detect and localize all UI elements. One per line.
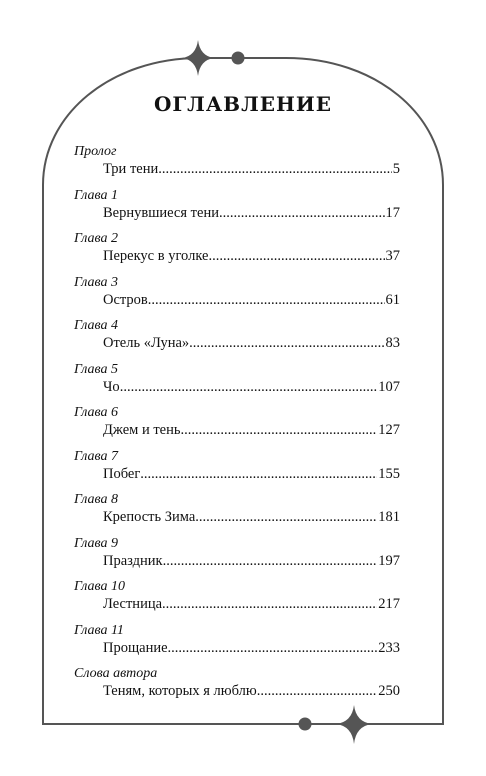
toc-entry-chapter-3[interactable] (74, 274, 400, 318)
chapter-title: Побег (103, 465, 141, 482)
chapter-label: Глава 10 (74, 579, 125, 594)
dot-leader (168, 639, 378, 658)
top-sparkle-icon (182, 40, 214, 76)
toc-title: ОГЛАВЛЕНИЕ (153, 92, 333, 116)
chapter-label: Глава 4 (74, 318, 118, 333)
chapter-label: Глава 11 (74, 622, 124, 638)
toc-entry-chapter-6[interactable] (74, 404, 400, 448)
chapter-label: Глава 9 (74, 535, 118, 551)
page-number: 107 (378, 378, 400, 395)
chapter-label: Глава 3 (74, 274, 118, 290)
dot-leader (162, 595, 377, 614)
toc-entry-chapter-2[interactable] (74, 230, 400, 274)
toc-entry-chapter-4[interactable] (74, 317, 400, 361)
chapter-label: Глава 1 (74, 187, 118, 203)
top-dot-icon (232, 52, 245, 65)
bottom-dot-icon (299, 718, 312, 731)
chapter-label: Глава 5 (74, 361, 118, 377)
dot-leader (158, 160, 392, 179)
toc-entry-prologue[interactable] (74, 143, 400, 187)
page-number: 17 (385, 204, 400, 221)
page-number: 233 (378, 639, 400, 656)
chapter-title: Теням, которых я люблю (103, 683, 257, 699)
chapter-label: Глава 6 (74, 405, 118, 420)
dot-leader (195, 508, 377, 527)
chapter-label: Пролог (74, 144, 117, 159)
page-number: 197 (378, 552, 400, 569)
chapter-label: Глава 8 (74, 492, 118, 507)
toc-entry-chapter-8[interactable] (74, 491, 400, 535)
chapter-title: Лестница (103, 596, 163, 612)
page-number: 61 (385, 291, 400, 308)
dot-leader (180, 421, 377, 440)
page-number: 37 (385, 248, 400, 264)
chapter-title: Остров (103, 291, 148, 308)
toc-entry-chapter-5[interactable] (74, 361, 400, 405)
dot-leader (148, 291, 385, 310)
page-number: 5 (392, 161, 400, 177)
chapter-title: Джем и тень (103, 422, 181, 438)
dot-leader (208, 247, 384, 266)
chapter-title: Крепость Зима (103, 509, 196, 525)
bottom-sparkle-icon (336, 705, 372, 744)
toc-entry-chapter-7[interactable] (74, 448, 400, 492)
page-number: 155 (378, 465, 400, 482)
chapter-title: Праздник (103, 552, 163, 569)
page-number: 181 (378, 509, 400, 525)
chapter-title: Чо (103, 378, 120, 395)
chapter-title: Три тени (103, 161, 159, 177)
chapter-title: Отель «Луна» (103, 335, 190, 351)
page-number: 250 (378, 683, 400, 699)
chapter-label: Глава 2 (74, 231, 118, 246)
table-of-contents (74, 143, 400, 709)
dot-leader (189, 334, 384, 353)
chapter-label: Слова автора (74, 666, 158, 681)
toc-entry-chapter-9[interactable] (74, 535, 400, 579)
chapter-label: Глава 7 (74, 448, 118, 464)
toc-entry-afterword[interactable] (74, 665, 400, 709)
toc-entry-chapter-11[interactable] (74, 622, 400, 666)
page-number: 83 (385, 335, 400, 351)
chapter-title: Прощание (103, 639, 168, 656)
chapter-title: Вернувшиеся тени (103, 204, 219, 221)
dot-leader (140, 465, 377, 484)
dot-leader (120, 378, 378, 397)
chapter-title: Перекус в уголке (103, 248, 209, 264)
toc-entry-chapter-1[interactable] (74, 187, 400, 231)
toc-entry-chapter-10[interactable] (74, 578, 400, 622)
dot-leader (163, 552, 378, 571)
dot-leader (219, 204, 385, 223)
page-number: 127 (378, 422, 400, 438)
page-number: 217 (378, 596, 400, 612)
dot-leader (257, 682, 378, 701)
